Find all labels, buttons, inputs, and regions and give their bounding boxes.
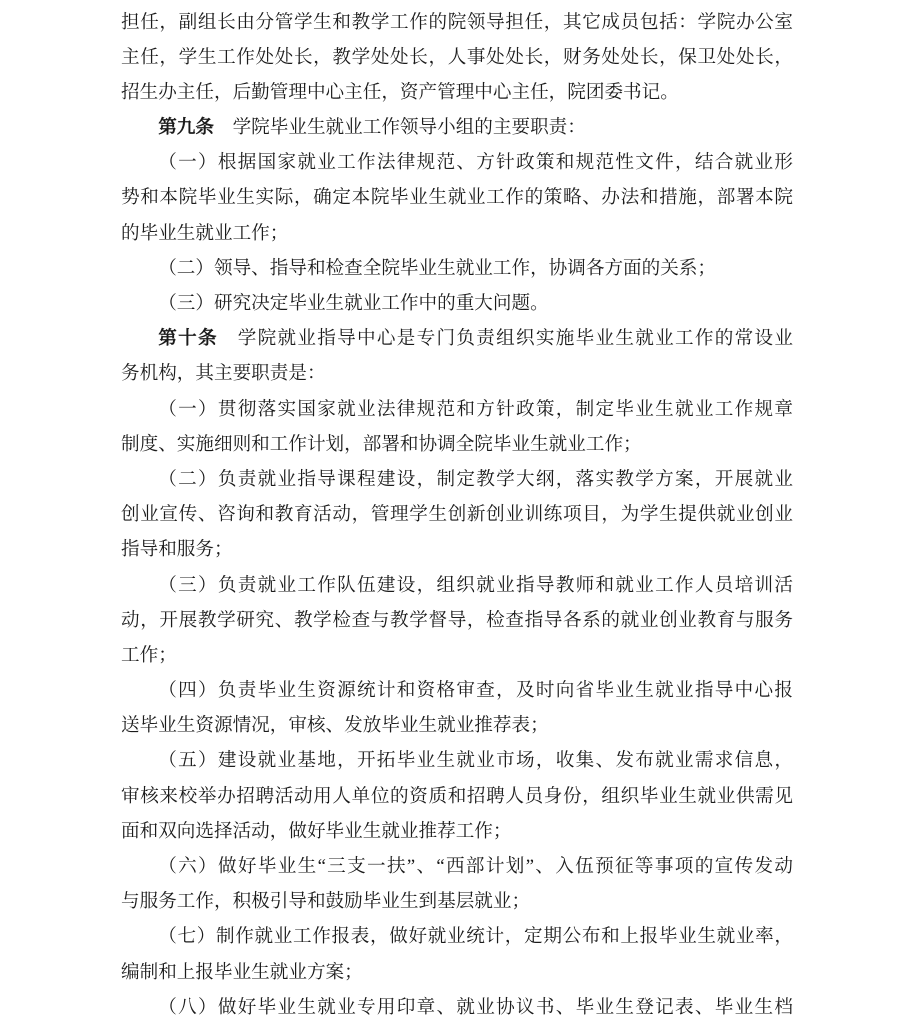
text-line: 担任，副组长由分管学生和教学工作的院领导担任，其它成员包括：学院办公室 [121, 11, 793, 33]
article-10-item-3 [121, 568, 900, 674]
text-line: 势和本院毕业生实际，确定本院毕业生就业工作的策略、办法和措施，部署本院 [121, 187, 793, 209]
article-10-item-5 [121, 743, 900, 849]
text-line: （七）制作就业工作报表，做好就业统计，定期公布和上报毕业生就业率， [158, 926, 793, 948]
heading-article-9 [121, 110, 900, 145]
text-line: （五）建设就业基地，开拓毕业生就业市场，收集、发布就业需求信息， [158, 750, 793, 772]
text-line: （二）领导、指导和检查全院毕业生就业工作，协调各方面的关系； [158, 257, 717, 279]
text-line: 制度、实施细则和工作计划，部署和协调全院毕业生就业工作； [121, 433, 642, 455]
article-10-item-7 [121, 919, 900, 989]
text-line: 与服务工作，积极引导和鼓励毕业生到基层就业； [121, 891, 531, 913]
text-line: （四）负责毕业生资源统计和资格审查，及时向省毕业生就业指导中心报 [158, 680, 793, 702]
text-line: 务机构，其主要职责是： [121, 363, 326, 385]
text-line: 动，开展教学研究、教学检查与教学督导，检查指导各系的就业创业教育与服务 [121, 609, 793, 631]
article-10-item-6 [121, 849, 900, 919]
text-line: 送毕业生资源情况，审核、发放毕业生就业推荐表； [121, 715, 549, 737]
text-line: （一）根据国家就业工作法律规范、方针政策和规范性文件，结合就业形 [158, 152, 793, 174]
text-line [121, 321, 793, 356]
text-line: （一）贯彻落实国家就业法律规范和方针政策，制定毕业生就业工作规章 [158, 398, 793, 420]
heading-text: 学院就业指导中心是专门负责组织实施毕业生就业工作的常设业 [217, 328, 793, 350]
heading-text: 学院毕业生就业工作领导小组的主要职责： [213, 117, 586, 139]
text-line: 招生办主任，后勤管理中心主任，资产管理中心主任，院团委书记。 [121, 81, 679, 103]
text-line [121, 110, 793, 145]
article-number-bold: 第九条 [158, 117, 214, 139]
text-line: 工作； [121, 644, 177, 666]
text-line: 审核来校举办招聘活动用人单位的资质和招聘人员身份，组织毕业生就业供需见 [121, 785, 793, 807]
text-line: （六）做好毕业生“三支一扶”、“西部计划”、入伍预征等事项的宣传发动 [158, 856, 793, 877]
text-line: 创业宣传、咨询和教育活动，管理学生创新创业训练项目，为学生提供就业创业 [121, 504, 793, 526]
text-line: （八）做好毕业生就业专用印章、就业协议书、毕业生登记表、毕业生档 [158, 996, 793, 1018]
text-line: （三）研究决定毕业生就业工作中的重大问题。 [158, 293, 549, 314]
text-line: （二）负责就业指导课程建设，制定教学大纲，落实教学方案，开展就业 [158, 468, 793, 490]
text-line: 的毕业生就业工作； [121, 222, 289, 244]
article-10-item-8 [121, 990, 900, 1025]
text-line: 编制和上报毕业生就业方案； [121, 961, 363, 983]
article-9-item-2 [121, 251, 900, 286]
heading-article-10 [121, 321, 900, 391]
article-10-item-2 [121, 462, 900, 568]
article-10-item-1 [121, 392, 900, 462]
text-line: 指导和服务； [121, 539, 233, 561]
para-continuation [121, 5, 900, 111]
article-10-item-4 [121, 673, 900, 743]
text-line: 主任，学生工作处处长，教学处处长，人事处处长，财务处处长，保卫处处长， [121, 46, 793, 68]
text-line: 面和双向选择活动，做好毕业生就业推荐工作； [121, 820, 512, 842]
article-number-bold: 第十条 [158, 328, 218, 350]
article-9-item-3 [121, 286, 900, 321]
article-9-item-1 [121, 145, 900, 251]
text-line: （三）负责就业工作队伍建设，组织就业指导教师和就业工作人员培训活 [158, 574, 793, 596]
